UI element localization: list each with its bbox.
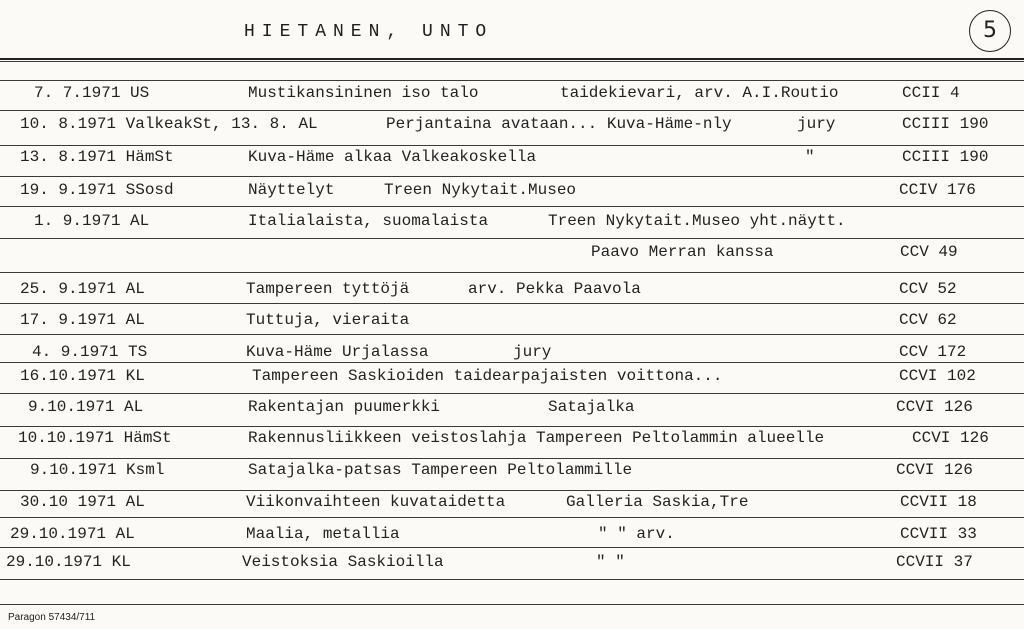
entry-date: 30.10 1971 AL: [20, 493, 145, 511]
entry-title: Rakentajan puumerkki: [248, 398, 441, 416]
ruled-line: [0, 458, 1024, 459]
entry-note: arv. Pekka Paavola: [468, 280, 641, 298]
ruled-line: [0, 490, 1024, 491]
entry-date: 10. 8.1971 ValkeakSt, 13. 8. AL: [20, 115, 318, 133]
entry-date: 19. 9.1971 SSosd: [20, 181, 174, 199]
entry-date: 13. 8.1971 HämSt: [20, 148, 174, 166]
header-rule: [0, 58, 1024, 60]
entry-note: Paavo Merran kanssa: [591, 243, 774, 261]
entry-title: Rakennusliikkeen veistoslahja Tampereen Peltolammin alueelle: [248, 429, 825, 447]
card-number-circle: 5: [969, 10, 1011, 52]
ruled-line: [0, 393, 1024, 394]
entry-title: Mustikansininen iso talo: [248, 84, 479, 102]
entry-date: 17. 9.1971 AL: [20, 311, 145, 329]
entry-reference: CCIII 190: [902, 148, 989, 166]
ruled-line: [0, 604, 1024, 605]
entry-title: Satajalka-patsas Tampereen Peltolammille: [248, 461, 633, 479]
entry-note: Treen Nykytait.Museo: [384, 181, 577, 199]
ruled-line: [0, 206, 1024, 207]
ruled-line: [0, 272, 1024, 273]
entry-title: Kuva-Häme Urjalassa: [246, 343, 429, 361]
ruled-line: [0, 61, 1024, 62]
entry-note: Satajalka: [548, 398, 635, 416]
entry-title: Maalia, metallia: [246, 525, 400, 543]
entry-reference: CCV 49: [900, 243, 958, 261]
entry-title: Perjantaina avataan... Kuva-Häme-nly: [386, 115, 732, 133]
entry-note: Galleria Saskia,Tre: [566, 493, 749, 511]
entry-note: " ": [596, 553, 625, 571]
ruled-line: [0, 426, 1024, 427]
entry-date: 9.10.1971 AL: [28, 398, 144, 416]
ruled-line: [0, 362, 1024, 363]
entry-date: 4. 9.1971 TS: [32, 343, 148, 361]
entry-reference: CCII 4: [902, 84, 960, 102]
entry-date: 29.10.1971 AL: [10, 525, 135, 543]
entry-date: 29.10.1971 KL: [6, 553, 131, 571]
entry-date: 25. 9.1971 AL: [20, 280, 145, 298]
entry-reference: CCIV 176: [899, 181, 976, 199]
entry-reference: CCVI 126: [912, 429, 989, 447]
ruled-line: [0, 145, 1024, 146]
ruled-line: [0, 579, 1024, 580]
entry-title: Kuva-Häme alkaa Valkeakoskella: [248, 148, 537, 166]
ruled-line: [0, 334, 1024, 335]
entry-title: Italialaista, suomalaista: [248, 212, 489, 230]
entry-title: Tampereen Saskioiden taidearpajaisten voittona...: [252, 367, 723, 385]
entry-reference: CCV 62: [899, 311, 957, 329]
entry-date: 7. 7.1971 US: [34, 84, 150, 102]
ruled-line: [0, 110, 1024, 111]
entry-date: 9.10.1971 Ksml: [30, 461, 165, 479]
ruled-line: [0, 238, 1024, 239]
entry-reference: CCVII 18: [900, 493, 977, 511]
card-title: HIETANEN, UNTO: [244, 22, 494, 42]
entry-note: taidekievari, arv. A.I.Routio: [560, 84, 839, 102]
ruled-line: [0, 80, 1024, 81]
entry-date: 16.10.1971 KL: [20, 367, 145, 385]
entry-reference: CCVI 126: [896, 461, 973, 479]
entry-title: Näyttelyt: [248, 181, 335, 199]
entry-reference: CCVI 102: [899, 367, 976, 385]
entry-reference: CCV 172: [899, 343, 967, 361]
ruled-line: [0, 517, 1024, 518]
entry-title: Veistoksia Saskioilla: [242, 553, 444, 571]
entry-reference: CCVII 37: [896, 553, 973, 571]
entry-title: Viikonvaihteen kuvataidetta: [246, 493, 506, 511]
entry-reference: CCV 52: [899, 280, 957, 298]
entry-note: Treen Nykytait.Museo yht.näytt.: [548, 212, 846, 230]
entry-note: jury: [513, 343, 552, 361]
entry-title: Tampereen tyttöjä: [246, 280, 410, 298]
ruled-line: [0, 176, 1024, 177]
printer-imprint: Paragon 57434/711: [8, 612, 96, 623]
entry-date: 10.10.1971 HämSt: [18, 429, 172, 447]
ruled-line: [0, 303, 1024, 304]
entry-title: Tuttuja, vieraita: [246, 311, 410, 329]
ruled-line: [0, 547, 1024, 548]
entry-reference: CCVII 33: [900, 525, 977, 543]
entry-reference: CCIII 190: [902, 115, 989, 133]
entry-note: jury: [797, 115, 836, 133]
entry-note: ": [805, 148, 815, 166]
entry-reference: CCVI 126: [896, 398, 973, 416]
entry-note: " " arv.: [598, 525, 675, 543]
entry-date: 1. 9.1971 AL: [34, 212, 150, 230]
